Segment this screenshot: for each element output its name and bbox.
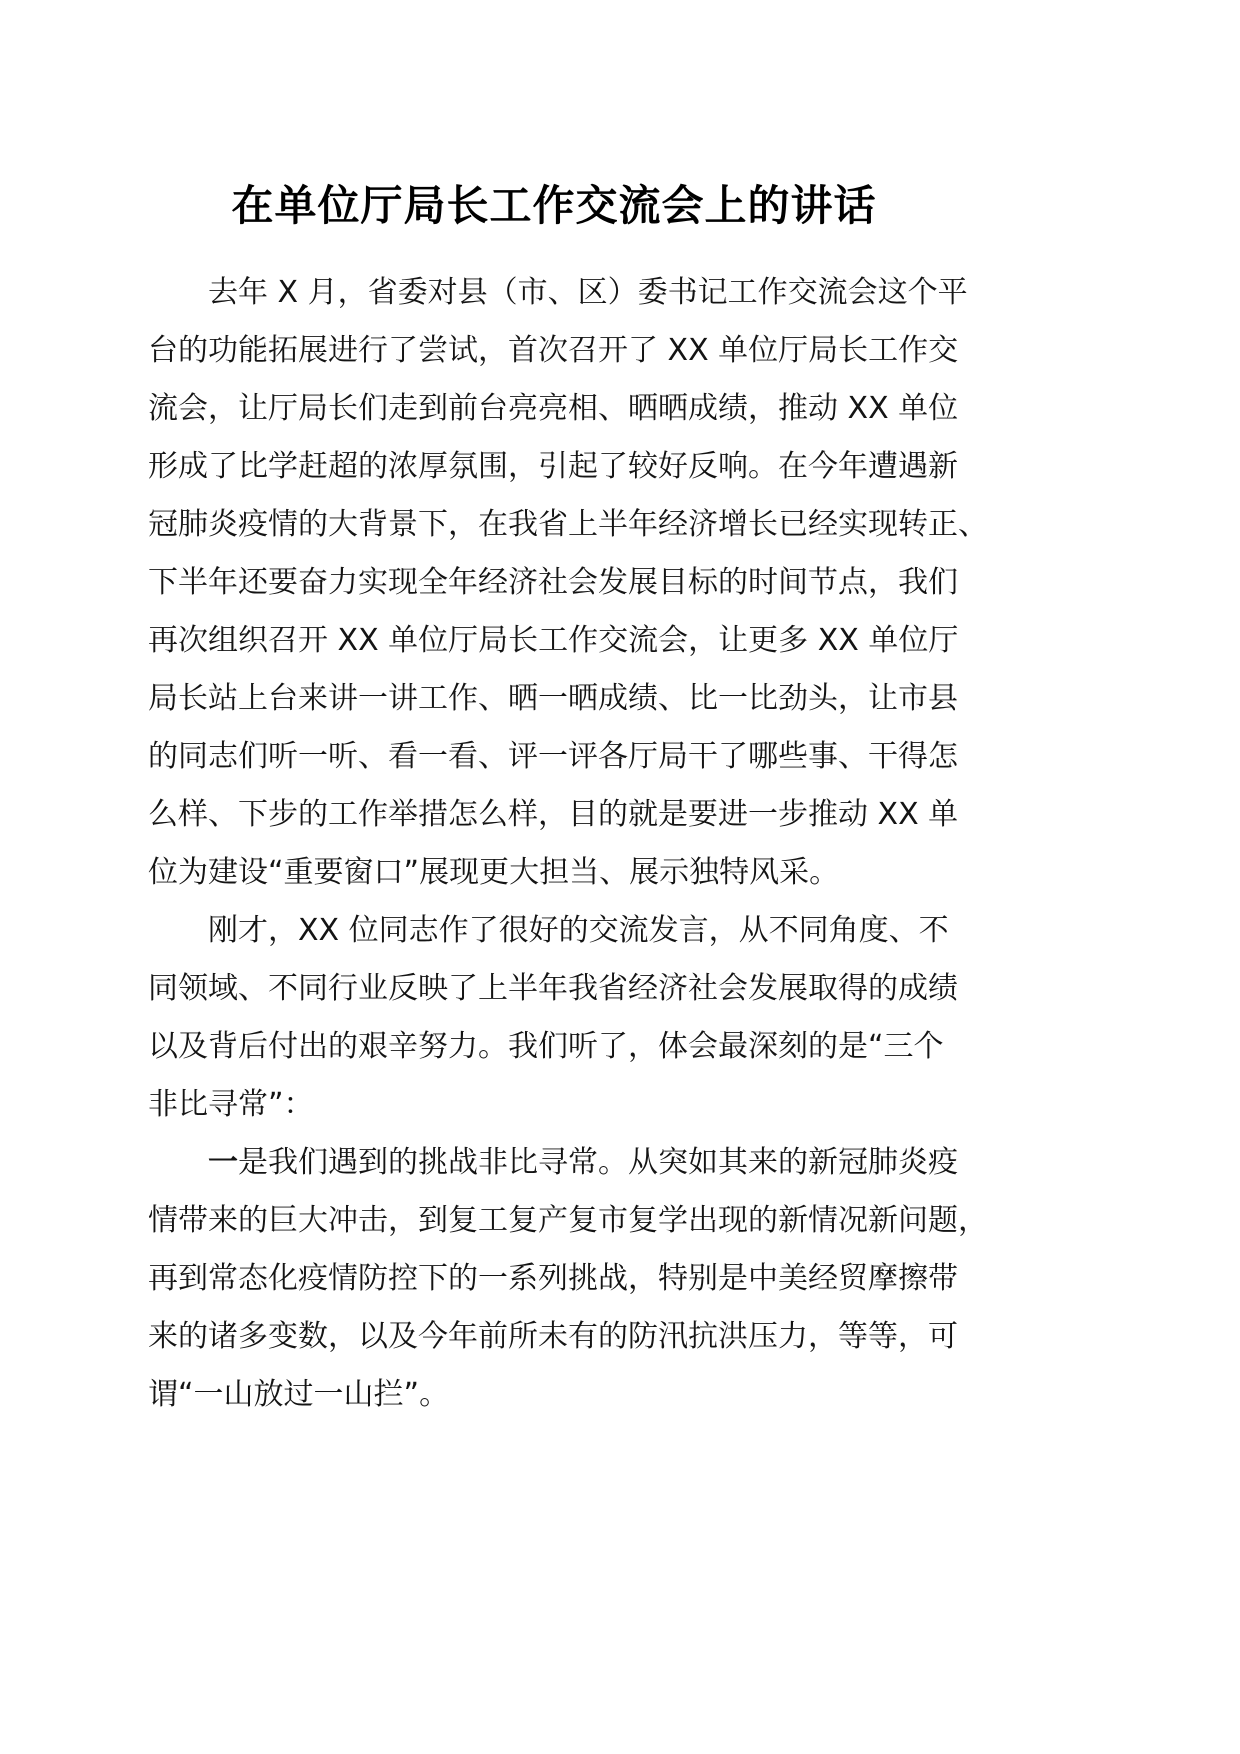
paragraph-2-line-2: 同领域、不同行业反映了上半年我省经济社会发展取得的成绩 [148,971,958,1006]
document-title: 在单位厅局长工作交流会上的讲话 [231,181,877,230]
paragraph-1-line-11: 位为建设“重要窗口”展现更大担当、展示独特风采。 [148,855,840,890]
paragraph-3-first-line-rest: 是我们遇到的挑战非比寻常。从突如其来的新冠肺炎疫 [238,1145,958,1180]
paragraph-2-line-3: 以及背后付出的艰辛努力。我们听了，体会最深刻的是“三个 [148,1029,944,1064]
paragraph-1-line-10: 么样、下步的工作举措怎么样，目的就是要进一步推动 XX 单 [148,797,959,832]
paragraph-1-line-2: 台的功能拓展进行了尝试，首次召开了 XX 单位厅局长工作交 [148,333,959,368]
paragraph-3-lead: 一 [208,1145,238,1180]
paragraph-3-line-1 [208,1143,958,1183]
paragraph-1-line-3: 流会，让厅局长们走到前台亮亮相、晒晒成绩，推动 XX 单位 [148,391,959,426]
paragraph-3-line-4: 来的诸多变数，以及今年前所未有的防汛抗洪压力，等等，可 [148,1319,958,1354]
paragraph-3-line-2: 情带来的巨大冲击，到复工复产复市复学出现的新情况新问题， [148,1203,988,1238]
paragraph-3-line-3: 再到常态化疫情防控下的一系列挑战，特别是中美经贸摩擦带 [148,1261,958,1296]
paragraph-2-line-1: 刚才，XX 位同志作了很好的交流发言，从不同角度、不 [208,913,949,948]
paragraph-1-line-9: 的同志们听一听、看一看、评一评各厅局干了哪些事、干得怎 [148,739,958,774]
paragraph-1-line-8: 局长站上台来讲一讲工作、晒一晒成绩、比一比劲头，让市县 [148,681,958,716]
paragraph-1-line-4: 形成了比学赶超的浓厚氛围，引起了较好反响。在今年遭遇新 [148,449,958,484]
paragraph-1-line-6: 下半年还要奋力实现全年经济社会发展目标的时间节点，我们 [148,565,958,600]
paragraph-1-line-1: 去年 X 月，省委对县（市、区）委书记工作交流会这个平 [208,275,968,310]
paragraph-3-line-5: 谓“一山放过一山拦”。 [148,1377,450,1412]
paragraph-2-line-4: 非比寻常”： [148,1087,314,1122]
paragraph-1-line-5: 冠肺炎疫情的大背景下，在我省上半年经济增长已经实现转正、 [148,507,988,542]
paragraph-1-line-7: 再次组织召开 XX 单位厅局长工作交流会，让更多 XX 单位厅 [148,623,959,658]
